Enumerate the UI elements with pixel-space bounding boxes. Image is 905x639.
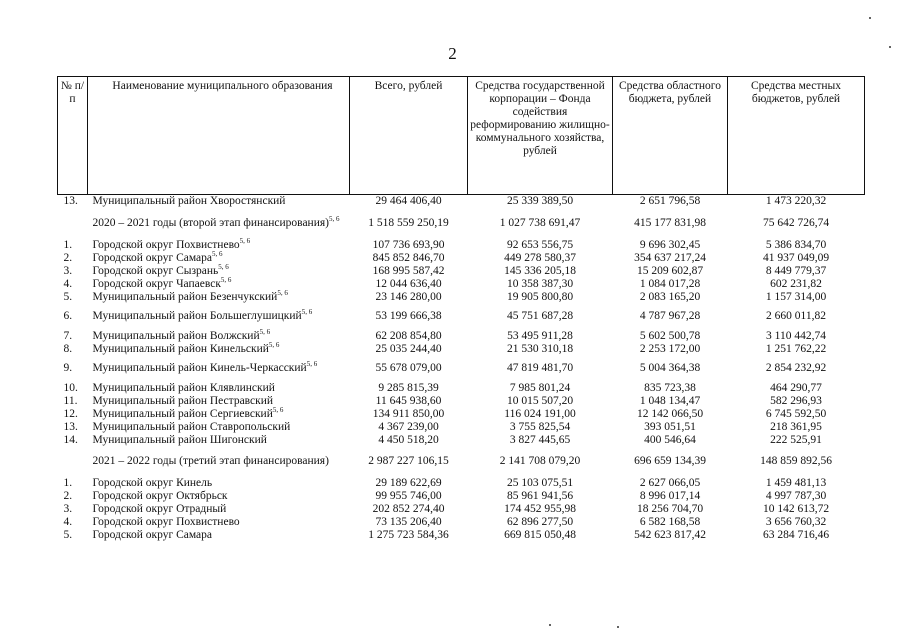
row-name: Муниципальный район Кинель-Черкасский (92, 362, 307, 374)
footnote-reference: 5, 6 (301, 308, 313, 316)
value-local: 10 142 613,72 (762, 502, 830, 515)
value-regional: 9 696 302,45 (639, 238, 701, 251)
table-row (58, 252, 865, 265)
header-name: Наименование муниципального образования (88, 77, 350, 195)
value-total: 134 911 850,00 (372, 407, 445, 420)
row-name-cell (88, 490, 350, 503)
row-name: Муниципальный район Кинельский (92, 342, 269, 355)
value-total: 55 678 079,00 (375, 362, 442, 374)
row-number: 13. (63, 420, 78, 433)
header-total: Всего, рублей (350, 77, 468, 195)
row-name-cell (88, 288, 350, 304)
page-number: 2 (448, 44, 457, 63)
row-number: 2. (63, 489, 73, 502)
value-regional: 18 256 704,70 (636, 502, 704, 515)
row-name: Муниципальный район Ставропольский (92, 420, 291, 433)
value-local: 582 296,93 (770, 394, 822, 407)
row-name-cell (88, 405, 350, 421)
value-regional: 1 048 134,47 (639, 394, 701, 407)
value-fund: 53 495 911,28 (507, 329, 573, 342)
value-local: 75 642 726,74 (762, 217, 830, 229)
footnote-reference: 5, 6 (268, 340, 280, 349)
footnote-reference: 5, 6 (239, 236, 251, 245)
row-number: 10. (63, 381, 78, 394)
value-fund: 449 278 580,37 (504, 251, 576, 264)
value-fund: 1 027 738 691,47 (499, 217, 581, 229)
scan-speck (869, 17, 871, 19)
table-row (58, 356, 865, 382)
value-regional: 5 004 364,38 (639, 362, 701, 374)
value-total: 53 199 666,38 (375, 310, 442, 322)
table-row (58, 291, 865, 304)
row-number: 5. (63, 528, 73, 541)
row-number: 2. (63, 251, 73, 264)
value-total: 4 450 518,20 (378, 433, 439, 446)
scan-speck (617, 626, 619, 628)
value-regional: 15 209 602,87 (636, 264, 704, 277)
value-fund: 92 653 556,75 (506, 238, 574, 251)
scan-speck (549, 624, 551, 626)
row-name: Городской округ Самара (92, 251, 213, 264)
value-local: 3 110 442,74 (766, 329, 826, 342)
row-number: 5. (63, 290, 73, 303)
table-row (58, 447, 865, 477)
header-regional: Средства областного бюджета, рублей (613, 77, 728, 195)
value-fund: 19 905 800,80 (506, 290, 574, 303)
footnote-reference: 5, 6 (212, 249, 223, 258)
row-name: Муниципальный район Большеглушицкий (92, 310, 302, 322)
value-regional: 400 546,64 (644, 433, 696, 446)
row-name: Муниципальный район Безенчукский (92, 290, 278, 303)
row-number: 11. (63, 394, 78, 407)
header-local: Средства местных бюджетов, рублей (728, 77, 865, 195)
row-name-cell (88, 209, 350, 239)
table-row (58, 278, 865, 291)
table-row (58, 265, 865, 278)
value-fund: 145 336 205,18 (504, 264, 576, 277)
value-local: 6 745 592,50 (765, 407, 827, 420)
value-total: 11 645 938,60 (375, 394, 442, 407)
table-row (58, 529, 865, 542)
value-total: 2 987 227 106,15 (368, 455, 449, 467)
value-local: 41 937 049,09 (762, 251, 830, 264)
row-name-cell (88, 529, 350, 542)
value-local: 464 290,77 (770, 381, 822, 394)
value-fund: 10 015 507,20 (506, 394, 574, 407)
row-number: 1. (63, 476, 73, 489)
row-name-cell (88, 356, 350, 382)
row-name: Городской округ Похвистнево (92, 515, 240, 528)
table-row (58, 343, 865, 356)
value-local: 3 656 760,32 (765, 515, 827, 528)
value-fund: 62 896 277,50 (506, 515, 574, 528)
row-number: 4. (63, 277, 73, 290)
value-local: 5 386 834,70 (765, 238, 827, 251)
table-row (58, 490, 865, 503)
value-total: 168 995 587,42 (372, 264, 445, 277)
row-name: Городской округ Похвистнево (92, 238, 240, 251)
value-regional: 696 659 134,39 (634, 455, 706, 467)
value-regional: 415 177 831,98 (634, 217, 706, 229)
row-name-cell (88, 275, 350, 291)
row-name-cell (88, 395, 350, 408)
value-total: 99 955 746,00 (375, 489, 442, 502)
value-local: 2 854 232,92 (765, 362, 827, 374)
value-regional: 6 582 168,58 (639, 515, 701, 528)
value-total: 1 275 723 584,36 (368, 528, 449, 541)
row-name: Городской округ Чапаевск (92, 277, 221, 290)
value-total: 62 208 854,80 (375, 329, 442, 342)
value-local: 8 449 779,37 (765, 264, 827, 277)
value-total: 73 135 206,40 (375, 515, 442, 528)
table-row (58, 330, 865, 343)
row-name-cell (88, 340, 350, 356)
value-local: 148 859 892,56 (760, 455, 832, 467)
value-fund: 3 827 445,65 (509, 433, 571, 446)
value-total: 29 189 622,69 (375, 476, 442, 489)
value-fund: 10 358 387,30 (506, 277, 574, 290)
value-fund: 47 819 481,70 (506, 362, 574, 374)
footnote-reference: 5, 6 (218, 262, 229, 271)
table-row (58, 408, 865, 421)
row-number: 6. (63, 310, 73, 322)
value-fund: 174 452 955,98 (504, 502, 576, 515)
value-fund: 116 024 191,00 (504, 407, 576, 420)
table-row (58, 195, 865, 209)
row-number: 7. (63, 329, 73, 342)
value-total: 25 035 244,40 (375, 342, 442, 355)
value-regional: 2 253 172,00 (639, 342, 701, 355)
table-row (58, 239, 865, 252)
scan-speck (889, 46, 891, 48)
row-name-cell (88, 477, 350, 490)
row-name-cell (88, 382, 350, 395)
row-name: Муниципальный район Шигонский (92, 433, 267, 446)
footnote-reference: 5, 6 (306, 360, 318, 368)
table-row (58, 516, 865, 529)
row-name: Городской округ Отрадный (92, 502, 227, 515)
footnote-reference: 5, 6 (328, 215, 340, 223)
row-name-cell (88, 516, 350, 529)
value-total: 4 367 239,00 (378, 420, 439, 433)
footnote-reference: 5, 6 (272, 405, 284, 414)
footnote-reference: 5, 6 (259, 327, 271, 336)
value-local: 2 660 011,82 (766, 310, 826, 322)
row-name: Муниципальный район Сергиевский (92, 407, 273, 420)
value-fund: 7 985 801,24 (509, 381, 571, 394)
value-local: 1 157 314,00 (765, 290, 827, 303)
value-total: 23 146 280,00 (375, 290, 442, 303)
row-name: Муниципальный район Хворостянский (92, 195, 286, 208)
table-row (58, 395, 865, 408)
value-local: 63 284 716,46 (762, 528, 830, 541)
value-regional: 12 142 066,50 (636, 407, 704, 420)
row-name: 2020 – 2021 годы (второй этап финансирования) (92, 217, 329, 229)
row-number: 13. (63, 195, 78, 208)
table-body (58, 195, 865, 542)
row-name: Городской округ Октябрьск (92, 489, 228, 502)
table-row (58, 209, 865, 239)
row-name: Городской округ Самара (92, 528, 213, 541)
value-regional: 4 787 967,28 (639, 310, 701, 322)
row-name: Муниципальный район Клявлинский (92, 381, 275, 394)
value-regional: 835 723,38 (644, 381, 696, 394)
row-number: 3. (63, 264, 73, 277)
value-local: 602 231,82 (770, 277, 822, 290)
row-name-cell (88, 434, 350, 447)
value-local: 1 473 220,32 (765, 195, 827, 208)
footnote-reference: 5, 6 (220, 275, 232, 284)
value-local: 1 251 762,22 (765, 342, 827, 355)
value-regional: 1 084 017,28 (639, 277, 701, 290)
value-total: 845 852 846,70 (372, 251, 445, 264)
value-local: 222 525,91 (770, 433, 822, 446)
row-name: Городской округ Сызрань (92, 264, 219, 277)
table-row (58, 382, 865, 395)
value-fund: 25 339 389,50 (506, 195, 574, 208)
value-regional: 354 637 217,24 (634, 251, 706, 264)
row-name: Муниципальный район Пестравский (92, 394, 274, 407)
row-number: 4. (63, 515, 73, 528)
value-fund: 45 751 687,28 (506, 310, 574, 322)
value-total: 107 736 693,90 (372, 238, 445, 251)
row-number: 14. (63, 433, 78, 446)
row-number: 9. (63, 362, 73, 374)
value-regional: 8 996 017,14 (639, 489, 701, 502)
row-number: 8. (63, 342, 73, 355)
row-number: 3. (63, 502, 73, 515)
table-row (58, 304, 865, 330)
value-total: 29 464 406,40 (375, 195, 442, 208)
row-name: 2021 – 2022 годы (третий этап финансирования) (92, 455, 329, 467)
value-total: 1 518 559 250,19 (368, 217, 449, 229)
value-local: 218 361,95 (770, 420, 822, 433)
table-row (58, 477, 865, 490)
row-name-cell (88, 421, 350, 434)
row-number: 1. (63, 238, 73, 251)
value-fund: 25 103 075,51 (506, 476, 574, 489)
row-name: Муниципальный район Волжский (92, 329, 260, 342)
row-name-cell (88, 304, 350, 330)
value-regional: 5 602 500,78 (639, 329, 701, 342)
row-name-cell (88, 503, 350, 516)
value-local: 1 459 481,13 (765, 476, 827, 489)
value-fund: 669 815 050,48 (504, 528, 576, 541)
value-fund: 21 530 310,18 (506, 342, 574, 355)
value-local: 4 997 787,30 (765, 489, 827, 502)
table-row (58, 421, 865, 434)
funding-table (57, 76, 865, 542)
row-name-cell (88, 262, 350, 278)
value-regional: 542 623 817,42 (634, 528, 706, 541)
value-fund: 3 755 825,54 (509, 420, 571, 433)
value-fund: 2 141 708 079,20 (499, 455, 581, 467)
table-row (58, 503, 865, 516)
row-name-cell (88, 447, 350, 477)
row-name: Городской округ Кинель (92, 476, 213, 489)
value-regional: 2 651 796,58 (639, 195, 701, 208)
header-num: № п/п (58, 77, 88, 195)
value-total: 9 285 815,39 (378, 381, 439, 394)
table-header-row (58, 77, 865, 195)
table-row (58, 434, 865, 447)
value-total: 202 852 274,40 (372, 502, 445, 515)
header-fund: Средства государственной корпорации – Фонда содействия реформированию жилищно-коммунального хозяйства, рублей (468, 77, 613, 195)
row-name-cell (88, 327, 350, 343)
footnote-reference: 5, 6 (277, 288, 288, 297)
value-regional: 2 083 165,20 (639, 290, 701, 303)
value-total: 12 044 636,40 (375, 277, 442, 290)
row-name-cell (88, 195, 350, 209)
value-regional: 393 051,51 (644, 420, 696, 433)
value-regional: 2 627 066,05 (639, 476, 701, 489)
row-number: 12. (63, 407, 78, 420)
value-fund: 85 961 941,56 (506, 489, 574, 502)
